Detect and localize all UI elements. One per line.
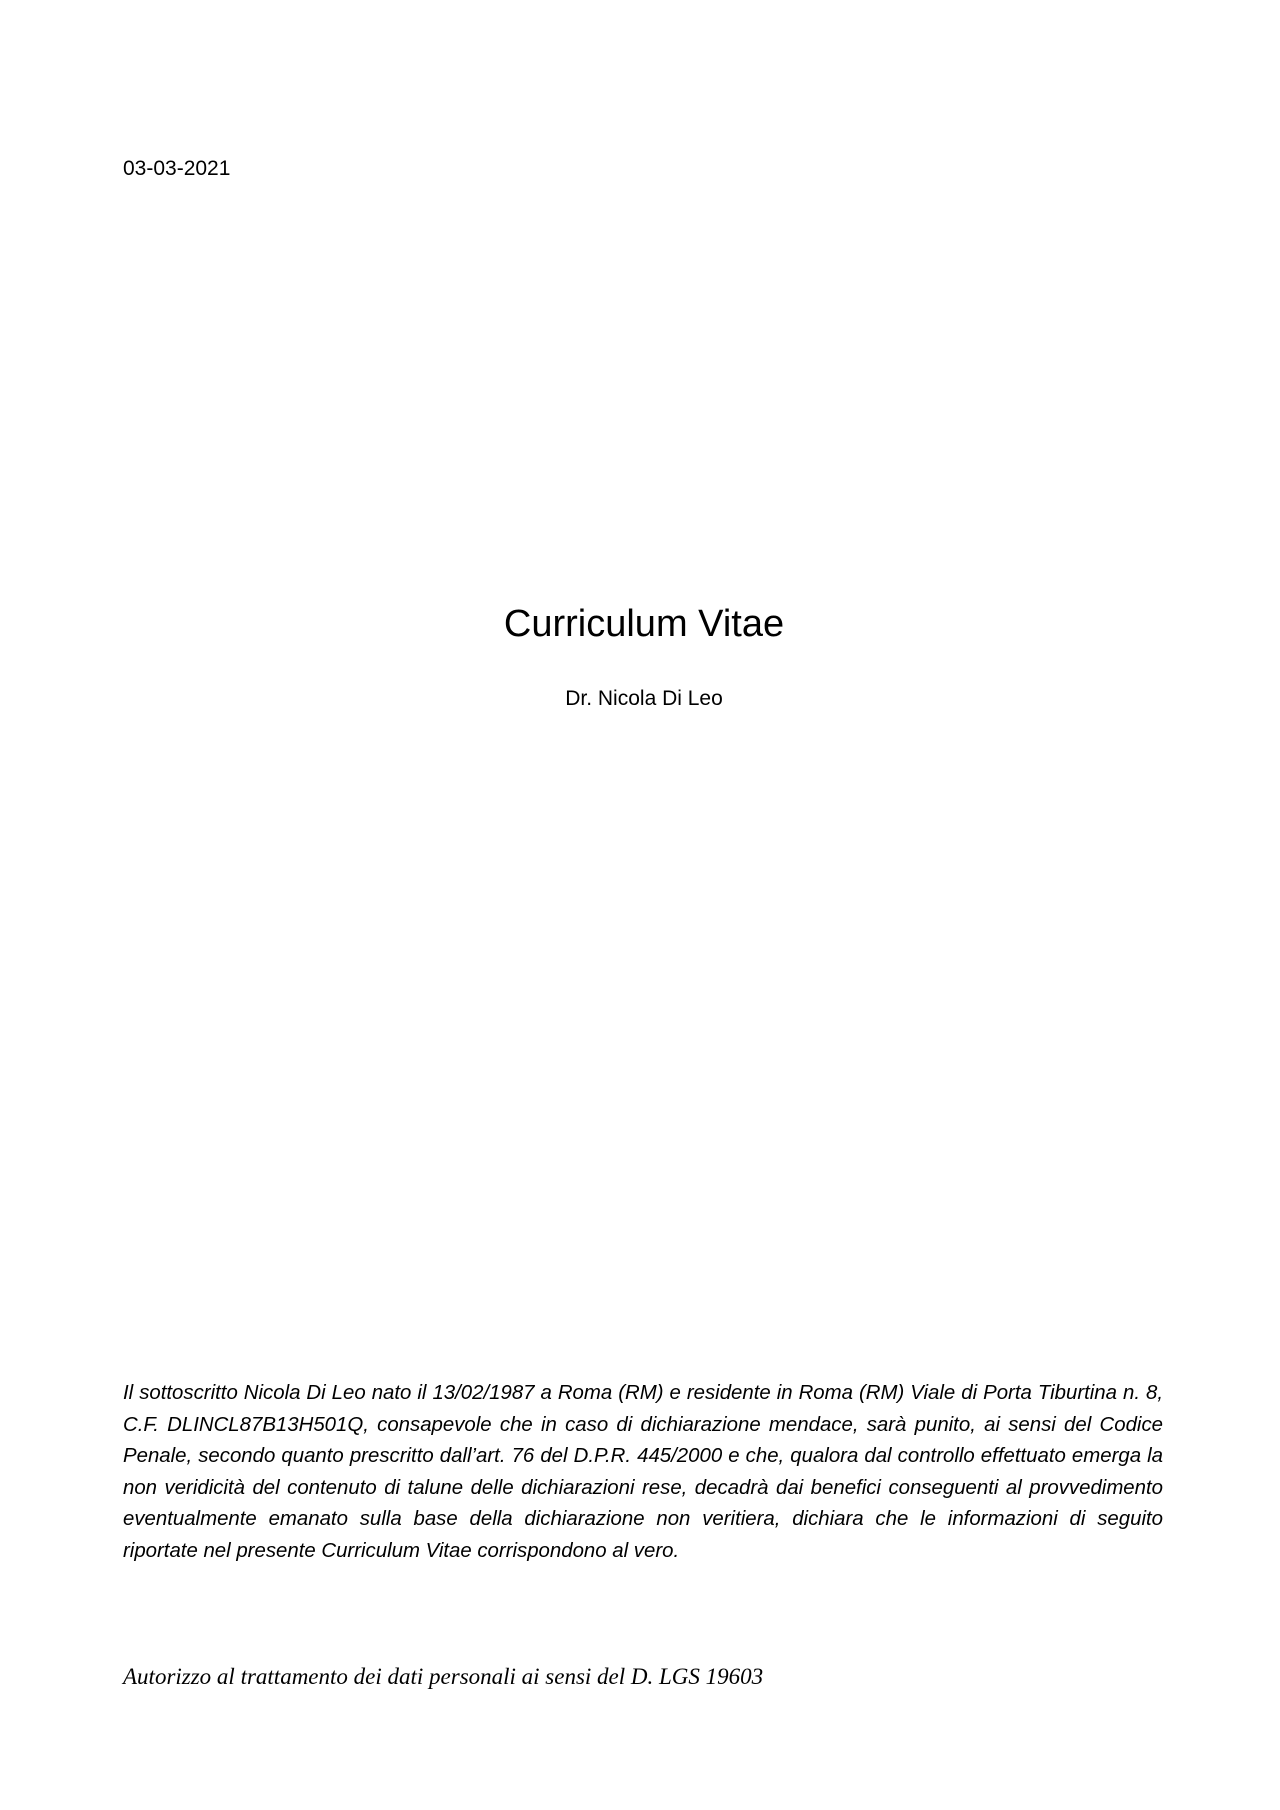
- declaration-paragraph: Il sottoscritto Nicola Di Leo nato il 13/02/1987 a Roma (RM) e residente in Roma (RM) Viale di Porta Tiburtina n. 8, C.F. DLINCL87B13H501Q, consapevole che in caso di dichiarazione mendace, sarà punito, ai sensi del Codice Penale, secondo quanto prescritto dall’art. 76 del D.P.R. 445/2000 e che, qualora dal controllo effettuato emerga la non veridicità del contenuto di talune delle dichiarazioni rese, decadrà dai benefici conseguenti al provvedimento eventualmente emanato sulla base della dichiarazione non veritiera, dichiara che le informazioni di seguito riportate nel presente Curriculum Vitae corrispondono al vero.: [123, 1382, 1163, 1562]
- privacy-authorization: Autorizzo al trattamento dei dati personali ai sensi del D. LGS 19603: [123, 1664, 764, 1689]
- document-date: 03-03-2021: [123, 157, 231, 180]
- document-title: Curriculum Vitae: [503, 603, 785, 645]
- document-subtitle: Dr. Nicola Di Leo: [565, 687, 723, 710]
